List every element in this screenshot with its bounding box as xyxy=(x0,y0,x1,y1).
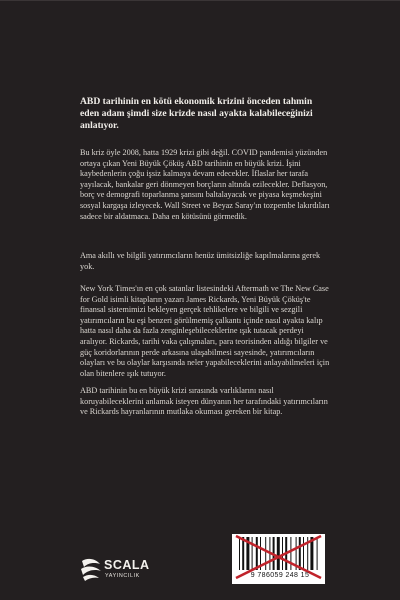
barcode-bar xyxy=(242,537,244,570)
paragraph-text: ABD tarihinin bu en büyük krizi sırasında varlıklarını nasıl koruyabileceklerini anlamak isteyen dünyanın her tarafındaki yatırımcıların ve Rickards hayranlarının mutlaka okuması gereken bir kitap. xyxy=(80,386,328,417)
barcode-bar xyxy=(277,537,280,570)
barcode-bar xyxy=(299,537,301,570)
barcode-bar xyxy=(265,537,266,570)
lead-paragraph: ABD tarihinin en kötü ekonomik krizini önceden tahmin eden adam şimdi size krizde nasıl ayakta kalabileceğinizi anlatıyor. xyxy=(80,96,313,132)
barcode-bar xyxy=(256,537,258,570)
blurb-paragraph-2 xyxy=(80,251,330,272)
blurb-paragraph-3 xyxy=(80,284,330,379)
publisher-subtitle: YAYINCILIK xyxy=(105,573,140,579)
barcode-bar xyxy=(303,537,304,570)
paragraph-text: Ama akıllı ve bilgili yatırımcıların henüz ümitsizliğe kapılmalarına gerek yok. xyxy=(80,251,321,271)
barcode-bar xyxy=(290,537,291,570)
blurb-paragraph-4 xyxy=(80,386,330,418)
paragraph-text: Bu kriz öyle 2008, hatta 1929 krizi gibi değil. COVID pandemisi yüzünden ortaya çıkan Yeni Büyük Çöküş ABD tarihinin en büyük krizi. İşini kaybedenlerin çoğu işsiz kalmaya devam edecekler. İflaslar her tarafa yayılacak, bankalar geri dönmeyen borçların altında ezilecekler. Deflasyon, borç ve demografi toparlanma şansını baltalayacak ve piyasa keşmekeşini sosyal kargaşa izleyecek. Wall Street ve Beyaz Saray'ın tozpembe lakırdıları sadece bir aldatmaca. Daha en kötüsünü görmedik. xyxy=(80,148,330,221)
barcode-bar xyxy=(317,537,318,570)
scala-wave-icon xyxy=(80,556,102,582)
blurb-paragraph-1 xyxy=(80,148,330,222)
publisher-logo xyxy=(80,556,160,586)
publisher-name: SCALA xyxy=(104,558,150,572)
paragraph-text: New York Times'ın en çok satanlar listesindeki Aftermath ve The New Case for Gold isimli kitapların yazarı James Rickards, Yeni Büyük Çöküş'te finansal sistemimizi bekleyen gerçek tehlikelere ve bilgili ve sezgili yatırımcıların bu eşi benzeri görülmemiş çalkantı içinde nasıl ayakta kalıp hatta nasıl daha da fazla zenginleşebileceklerine ışık tutacak perdeyi aralıyor. Rickards, tarihi vaka çalışmaları, para teorisinden aldığı bilgiler ve güç koridorlarının perde arkasına ulaşabilmesi sayesinde, yatırımcıların olayları ve bu olaylar karşısında neler yapabileceklerini anlayabilmeleri için olan bitenlere ışık tutuyor. xyxy=(80,284,330,378)
lead-text xyxy=(80,96,330,133)
isbn-number: 9 786059 248 15 xyxy=(250,572,310,579)
barcode-bar xyxy=(252,537,253,570)
barcode-bar xyxy=(239,537,240,570)
barcode xyxy=(232,534,325,584)
